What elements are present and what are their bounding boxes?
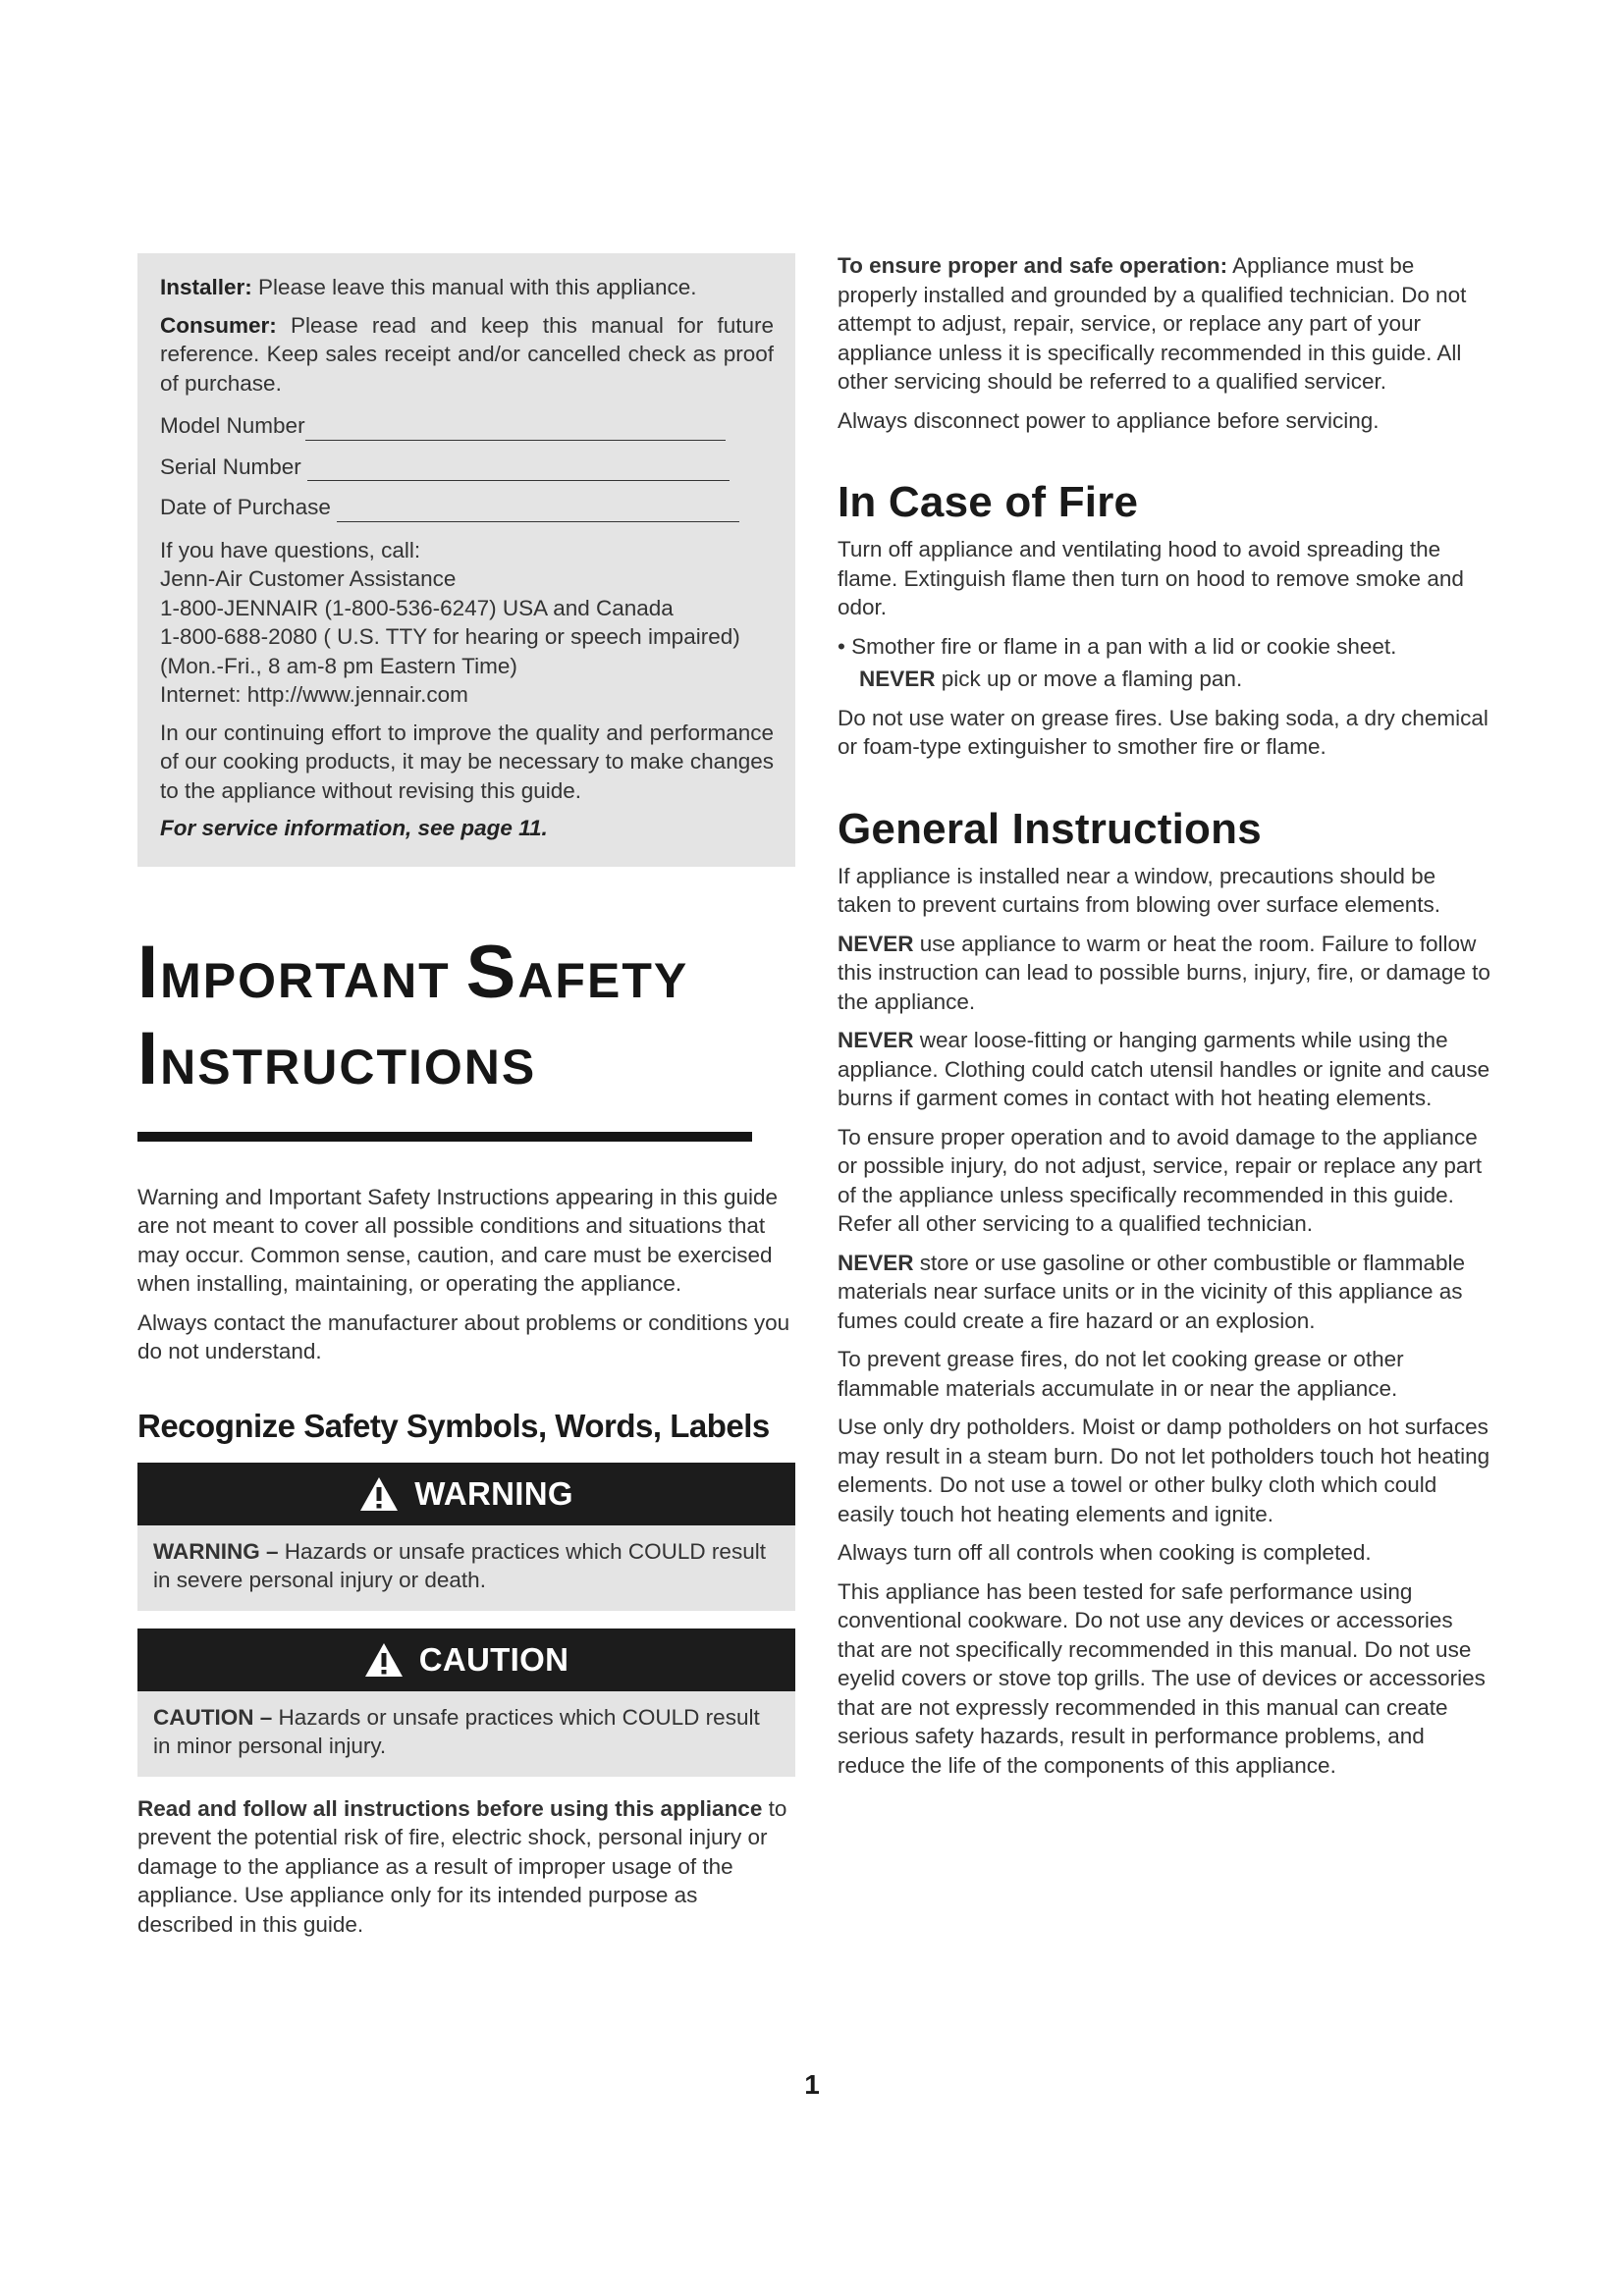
caution-term: CAUTION – (153, 1704, 273, 1730)
consumer-label: Consumer: (160, 312, 277, 338)
page-title (137, 930, 795, 1106)
warning-bar (137, 1463, 795, 1525)
serial-number-blank (307, 456, 730, 481)
never-label: NEVER (838, 1028, 914, 1052)
contact-line: If you have questions, call: (160, 537, 421, 562)
contact-line: 1-800-JENNAIR (1-800-536-6247) USA and Canada (160, 595, 674, 620)
proper-operation-text: Appliance must be properly installed and grounded by a qualified technician. Do not attempt to adjust, repair, service, or replace any part of your appliance unless it is specifically recommended in this guide. All other servicing should be referred to a qualified servicer. (838, 253, 1467, 394)
general-paragraph (838, 1026, 1495, 1113)
warning-description: Hazards or unsafe practices which COULD result in severe personal injury or death. (153, 1538, 766, 1592)
warning-label-box (137, 1463, 795, 1611)
left-column (137, 253, 795, 1949)
proper-operation-paragraph (838, 251, 1495, 397)
contact-line: 1-800-688-2080 ( U.S. TTY for hearing or speech impaired) (160, 624, 740, 649)
warning-term: WARNING – (153, 1538, 279, 1564)
service-info-note: For service information, see page 11. (160, 816, 548, 840)
fire-paragraph: Turn off appliance and ventilating hood to avoid spreading the flame. Extinguish flame then turn on hood to remove smoke and odor. (838, 537, 1464, 619)
read-instructions-bold: Read and follow all instructions before using this appliance (137, 1795, 763, 1821)
safety-symbols-heading: Recognize Safety Symbols, Words, Labels (137, 1407, 770, 1444)
warning-definition (137, 1525, 795, 1611)
date-of-purchase-blank (337, 498, 739, 522)
contact-line: Internet: http://www.jennair.com (160, 682, 468, 707)
fire-never-text: pick up or move a flaming pan. (935, 667, 1243, 691)
consumer-note (160, 311, 774, 399)
general-instructions-heading: General Instructions (838, 804, 1262, 853)
general-paragraph-text: store or use gasoline or other combustible or flammable materials near surface units or in the vicinity of this appliance as fumes could create a fire hazard or an explosion. (838, 1250, 1466, 1333)
model-number-label: Model Number (160, 413, 305, 438)
model-number-blank (305, 416, 726, 441)
warning-triangle-icon (359, 1476, 399, 1512)
caution-triangle-icon (364, 1642, 404, 1678)
caution-definition (137, 1691, 795, 1777)
title-line-1: IMPORTANT SAFETY (137, 930, 689, 1014)
intro-paragraph: Warning and Important Safety Instructions appearing in this guide are not meant to cover all possible conditions and situations that may occur. Common sense, caution, and care must be exercised when installing, maintaining, or operating the appliance. (137, 1184, 779, 1296)
general-paragraph (838, 930, 1495, 1017)
general-paragraph (838, 1249, 1495, 1336)
never-label: NEVER (859, 667, 936, 691)
read-instructions-text: to prevent the potential risk of fire, electric shock, personal injury or damage to the appliance as a result of improper usage of the appliance. Use appliance only for its intended purpose as described in this guide. (137, 1795, 787, 1937)
right-column (838, 251, 1495, 1789)
read-instructions-paragraph (137, 1794, 795, 1940)
consumer-text: Please read and keep this manual for future reference. Keep sales receipt and/or cancelled check as proof of purchase. (160, 312, 774, 396)
date-of-purchase-field (160, 493, 774, 522)
serial-number-label: Serial Number (160, 454, 301, 479)
caution-bar (137, 1629, 795, 1691)
general-paragraph: To prevent grease fires, do not let cooking grease or other flammable materials accumulate in or near the appliance. (838, 1347, 1404, 1401)
caution-label-box (137, 1629, 795, 1777)
general-paragraph-text: wear loose-fitting or hanging garments while using the appliance. Clothing could catch utensil handles or ignite and cause burns if garment comes in contact with hot heating elements. (838, 1028, 1490, 1110)
general-paragraph-text: use appliance to warm or heat the room. Failure to follow this instruction can lead to possible burns, injury, fire, or damage to the appliance. (838, 931, 1490, 1014)
intro-section (137, 1183, 795, 1366)
contact-info (160, 536, 774, 710)
general-paragraph: To ensure proper operation and to avoid damage to the appliance or possible injury, do not adjust, service, repair or replace any part of the appliance unless specifically recommended in this guide. Refer all other servicing to a qualified technician. (838, 1124, 1483, 1236)
proper-operation-bold: To ensure proper and safe operation: (838, 253, 1228, 278)
date-of-purchase-label: Date of Purchase (160, 495, 331, 519)
fire-section-heading: In Case of Fire (838, 478, 1139, 526)
contact-line: Jenn-Air Customer Assistance (160, 566, 457, 591)
never-label: NEVER (838, 931, 914, 956)
installer-note (160, 273, 774, 302)
never-label: NEVER (838, 1250, 914, 1275)
caution-bar-text: CAUTION (418, 1640, 569, 1678)
model-number-field (160, 411, 774, 441)
page-number: 1 (804, 2069, 820, 2100)
serial-number-field (160, 453, 774, 482)
installer-text: Please leave this manual with this appliance. (258, 275, 697, 299)
improvement-note: In our continuing effort to improve the quality and performance of our cooking products, it may be necessary to make changes to the appliance without revising this guide. (160, 720, 774, 803)
general-paragraph: Always turn off all controls when cooking is completed. (838, 1540, 1372, 1565)
disconnect-power-note: Always disconnect power to appliance before servicing. (838, 407, 1380, 433)
caution-description: Hazards or unsafe practices which COULD result in minor personal injury. (153, 1704, 760, 1758)
general-paragraph: This appliance has been tested for safe performance using conventional cookware. Do not use any devices or accessories that are not specifically recommended in this manual. Do not use eyelid covers or stove top grills. The use of devices or accessories that are not expressly recommended in this manual can create serious safety hazards, result in performance problems, and reduce the life of the components of this appliance. (838, 1578, 1486, 1778)
title-rule (137, 1132, 752, 1142)
title-line-2: INSTRUCTIONS (137, 1016, 537, 1100)
contact-line: (Mon.-Fri., 8 am-8 pm Eastern Time) (160, 653, 517, 678)
warning-bar-text: WARNING (414, 1474, 573, 1512)
general-paragraph: If appliance is installed near a window, precautions should be taken to prevent curtains from blowing over surface elements. (838, 863, 1441, 917)
fire-never-line (838, 665, 1495, 694)
intro-paragraph: Always contact the manufacturer about problems or conditions you do not understand. (137, 1309, 790, 1363)
fire-paragraph: Do not use water on grease fires. Use baking soda, a dry chemical or foam-type extinguisher to smother fire or flame. (838, 705, 1489, 759)
installer-label: Installer: (160, 275, 252, 299)
fire-bullet: • Smother fire or flame in a pan with a lid or cookie sheet. (838, 633, 1397, 659)
general-paragraph: Use only dry potholders. Moist or damp potholders on hot surfaces may result in a steam burn. Do not let potholders touch hot heating elements. Do not use a towel or other bulky cloth which could easily touch hot heating elements and ignite. (838, 1415, 1490, 1526)
owner-info-box (137, 253, 795, 867)
